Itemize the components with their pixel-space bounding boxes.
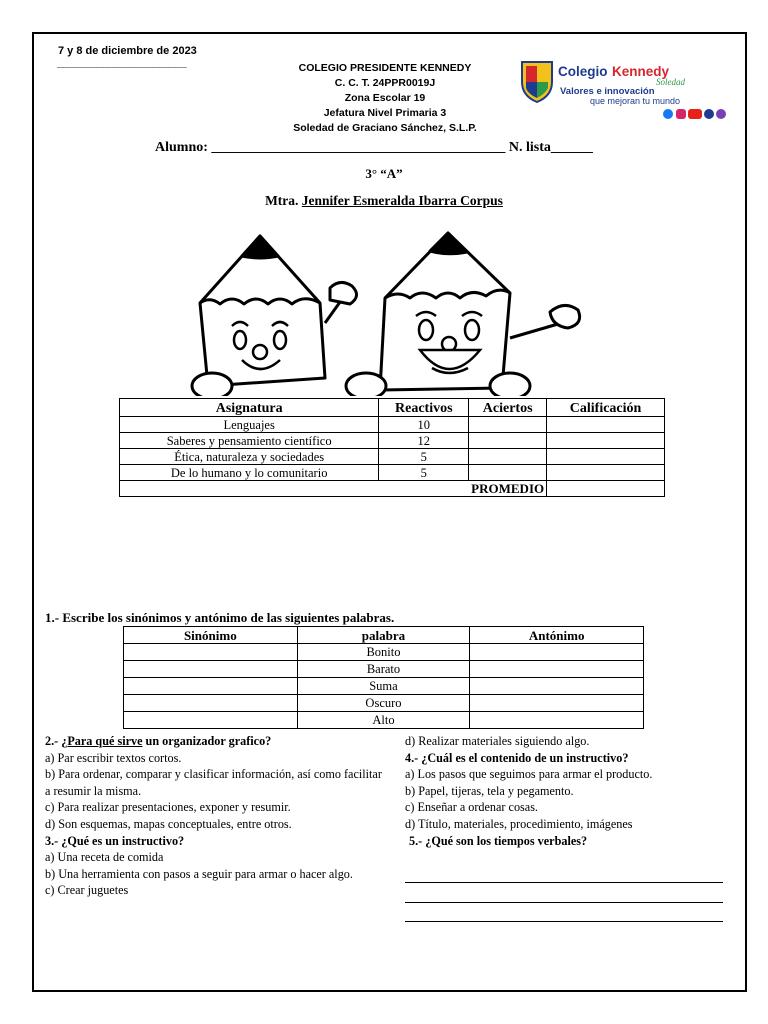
items-cell: 10 [379, 417, 469, 433]
school-jefatura: Jefatura Nivel Primaria 3 [323, 107, 447, 119]
items-cell: 5 [379, 465, 469, 481]
synonym-cell[interactable] [124, 644, 298, 661]
teacher [0, 193, 768, 209]
grades-table-header [120, 399, 665, 417]
list-number-field[interactable]: ______ [550, 140, 593, 155]
youtube-icon [688, 109, 702, 119]
score-cell[interactable] [547, 417, 665, 433]
synonym-cell[interactable] [124, 661, 298, 678]
question-2-number: 2.- ¿ [45, 734, 68, 748]
option[interactable]: d) Son esquemas, mapas conceptuales, entre otros. [45, 816, 292, 831]
table-row [124, 695, 644, 712]
correct-cell[interactable] [469, 449, 547, 465]
antonym-cell[interactable] [470, 661, 644, 678]
answer-line[interactable] [405, 882, 723, 883]
option[interactable]: a) Los pasos que seguimos para armar el producto. [405, 767, 653, 782]
word-cell: Bonito [297, 644, 470, 661]
list-number-label: N. lista [508, 140, 551, 155]
synonym-cell[interactable] [124, 712, 298, 729]
question-1-title: 1.- Escribe los sinónimos y antónimo de las siguientes palabras. [45, 610, 395, 625]
school-logo [518, 56, 730, 122]
subject-cell: Ética, naturaleza y sociedades [120, 449, 379, 465]
instagram-icon [676, 109, 686, 119]
word-cell: Barato [297, 661, 470, 678]
tiktok-icon [716, 109, 726, 119]
left-arm [325, 302, 340, 323]
date-line: _______________________ [57, 57, 187, 69]
question-5-title: 5.- ¿Qué son los tiempos verbales? [409, 833, 588, 848]
option[interactable]: b) Papel, tijeras, tela y pegamento. [405, 783, 574, 798]
correct-cell[interactable] [469, 417, 547, 433]
header-cell: Antónimo [470, 627, 644, 644]
antonym-cell[interactable] [470, 712, 644, 729]
answer-line[interactable] [405, 902, 723, 903]
question-3-title: 3.- ¿Qué es un instructivo? [45, 833, 185, 848]
synonyms-table-header [124, 627, 644, 644]
middle-foot [346, 373, 386, 399]
items-cell: 5 [379, 449, 469, 465]
logo-slogan-1: Valores e innovación [560, 86, 655, 97]
score-cell[interactable] [547, 465, 665, 481]
option[interactable]: d) Realizar materiales siguiendo algo. [405, 734, 590, 748]
left-pencil-hand [330, 282, 357, 304]
subject-cell: Lenguajes [120, 417, 379, 433]
right-pencil-tip [430, 233, 467, 254]
left-pencil-tip [242, 236, 278, 258]
logo-slogan-2: que mejoran tu mundo [590, 96, 681, 106]
question-2-underlined: Para qué sirve [67, 734, 143, 748]
antonym-cell[interactable] [470, 695, 644, 712]
right-arm [510, 324, 558, 338]
shield-quadrant [526, 66, 537, 82]
logo-brand-sub: Soledad [656, 77, 685, 87]
synonym-cell[interactable] [124, 678, 298, 695]
option[interactable]: c) Enseñar a ordenar cosas. [405, 800, 538, 815]
header-cell: Calificación [547, 399, 665, 417]
score-cell[interactable] [547, 449, 665, 465]
correct-cell[interactable] [469, 433, 547, 449]
table-row [124, 661, 644, 678]
right-foot [490, 373, 530, 399]
grades-table [119, 398, 665, 497]
option[interactable]: b) Para ordenar, comparar y clasificar información, así como facilitar a resumir la misma. [45, 767, 382, 798]
antonym-cell[interactable] [470, 678, 644, 695]
subject-cell: De lo humano y lo comunitario [120, 465, 379, 481]
question-2-rest: un organizador grafico? [142, 734, 272, 748]
answer-line[interactable] [405, 921, 723, 922]
header-cell: Asignatura [120, 399, 379, 417]
date: 7 y 8 de diciembre de 2023 [58, 45, 197, 57]
option[interactable]: c) Crear juguetes [45, 883, 129, 898]
word-cell: Oscuro [297, 695, 470, 712]
option[interactable]: b) Una herramienta con pasos a seguir para armar o hacer algo. [45, 866, 353, 881]
student-name-field[interactable]: __________________________________________ [211, 140, 506, 155]
teacher-prefix: Mtra. [265, 193, 299, 208]
subject-cell: Saberes y pensamiento científico [120, 433, 379, 449]
header-cell: palabra [297, 627, 470, 644]
question-2-title [45, 733, 390, 750]
option[interactable]: a) Par escribir textos cortos. [45, 750, 182, 765]
average-label: PROMEDIO [120, 481, 547, 497]
student-row [155, 140, 593, 156]
table-row [124, 644, 644, 661]
school-header [250, 61, 520, 136]
question-4-title: 4.- ¿Cuál es el contenido de un instructivo? [405, 750, 629, 765]
header-cell: Aciertos [469, 399, 547, 417]
left-foot [192, 373, 232, 399]
synonyms-table [123, 626, 644, 729]
header-cell: Reactivos [379, 399, 469, 417]
table-row [120, 465, 665, 481]
average-cell[interactable] [547, 481, 665, 497]
school-location: Soledad de Graciano Sánchez, S.L.P. [293, 122, 477, 134]
right-column [405, 733, 735, 849]
table-row [120, 417, 665, 433]
header-cell: Sinónimo [124, 627, 298, 644]
correct-cell[interactable] [469, 465, 547, 481]
average-row [120, 481, 665, 497]
word-cell: Suma [297, 678, 470, 695]
pencils-illustration [180, 228, 600, 403]
word-cell: Alto [297, 712, 470, 729]
option[interactable]: d) Título, materiales, procedimiento, imágenes [405, 816, 633, 831]
table-row [124, 678, 644, 695]
grade-group: 3° “A” [365, 166, 403, 181]
items-cell: 12 [379, 433, 469, 449]
teacher-name: Jennifer Esmeralda Ibarra Corpus [301, 193, 503, 208]
logo-brand-name: Kennedy [612, 64, 670, 79]
table-row [120, 433, 665, 449]
left-column [45, 733, 390, 899]
table-row [124, 712, 644, 729]
option[interactable]: a) Una receta de comida [45, 850, 164, 865]
option[interactable]: c) Para realizar presentaciones, exponer y resumir. [45, 800, 291, 815]
messenger-icon [704, 109, 714, 119]
facebook-icon [663, 109, 673, 119]
school-name: COLEGIO PRESIDENTE KENNEDY [298, 62, 472, 74]
school-cct: C. C. T. 24PPR0019J [334, 77, 436, 89]
student-label: Alumno: [155, 140, 208, 155]
logo-brand-prefix: Colegio [558, 64, 608, 79]
synonym-cell[interactable] [124, 695, 298, 712]
antonym-cell[interactable] [470, 644, 644, 661]
school-zone: Zona Escolar 19 [344, 92, 426, 104]
score-cell[interactable] [547, 433, 665, 449]
table-row [120, 449, 665, 465]
